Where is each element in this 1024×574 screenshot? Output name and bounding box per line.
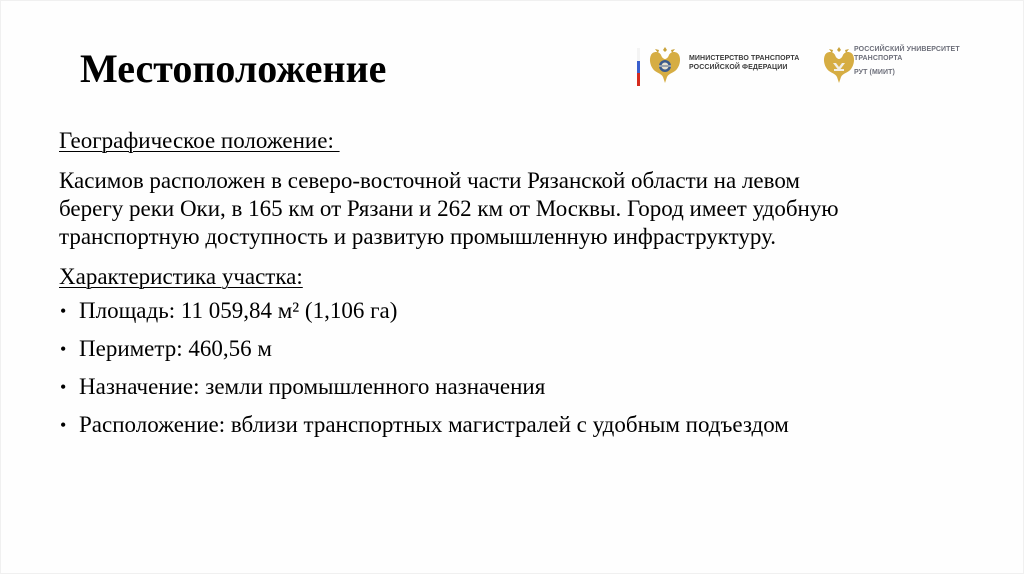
- list-item-location: [59, 411, 959, 439]
- ministry-logo-line-1: МИНИСТЕРСТВО ТРАНСПОРТА: [689, 55, 800, 62]
- list-item-area: [59, 297, 959, 325]
- geography-paragraph: [59, 167, 959, 251]
- russian-flag-stripe: [637, 48, 640, 86]
- page-title: Местоположение: [80, 46, 387, 91]
- double-headed-eagle-emblem-icon: [647, 45, 683, 85]
- university-logo-abbrev: РУТ (МИИТ): [854, 69, 895, 76]
- list-item-text: Площадь: 11 059,84 м² (1,106 га): [79, 298, 398, 323]
- paragraph-line: Касимов расположен в северо-восточной части Рязанской области на левом: [59, 168, 800, 193]
- paragraph-line: транспортную доступность и развитую промышленную инфраструктуру.: [59, 224, 777, 249]
- university-logo-text: [854, 45, 960, 77]
- list-item-purpose: [59, 373, 959, 401]
- university-logo-line-2: ТРАНСПОРТА: [854, 55, 903, 62]
- bullet-icon: •: [60, 301, 67, 321]
- university-logo-line-1: РОССИЙСКИЙ УНИВЕРСИТЕТ: [854, 46, 960, 53]
- list-item-perimeter: [59, 335, 959, 363]
- university-eagle-emblem-icon: [821, 45, 857, 85]
- section-heading-geography: Географическое положение:: [59, 128, 340, 153]
- paragraph-line: берегу реки Оки, в 165 км от Рязани и 262 км от Москвы. Город имеет удобную: [59, 196, 839, 221]
- ministry-logo-line-2: РОССИЙСКОЙ ФЕДЕРАЦИИ: [689, 64, 788, 71]
- list-item-text: Периметр: 460,56 м: [79, 336, 272, 361]
- section-heading-plot-characteristics: Характеристика участка:: [59, 264, 303, 289]
- list-item-text: Назначение: земли промышленного назначения: [79, 374, 546, 399]
- bullet-icon: •: [60, 339, 67, 359]
- bullet-icon: •: [60, 415, 67, 435]
- bullet-icon: •: [60, 377, 67, 397]
- list-item-text: Расположение: вблизи транспортных магистралей с удобным подъездом: [79, 412, 789, 437]
- slide-content: [59, 127, 959, 449]
- ministry-logo-text: [689, 54, 799, 72]
- plot-characteristics-list: [59, 297, 959, 439]
